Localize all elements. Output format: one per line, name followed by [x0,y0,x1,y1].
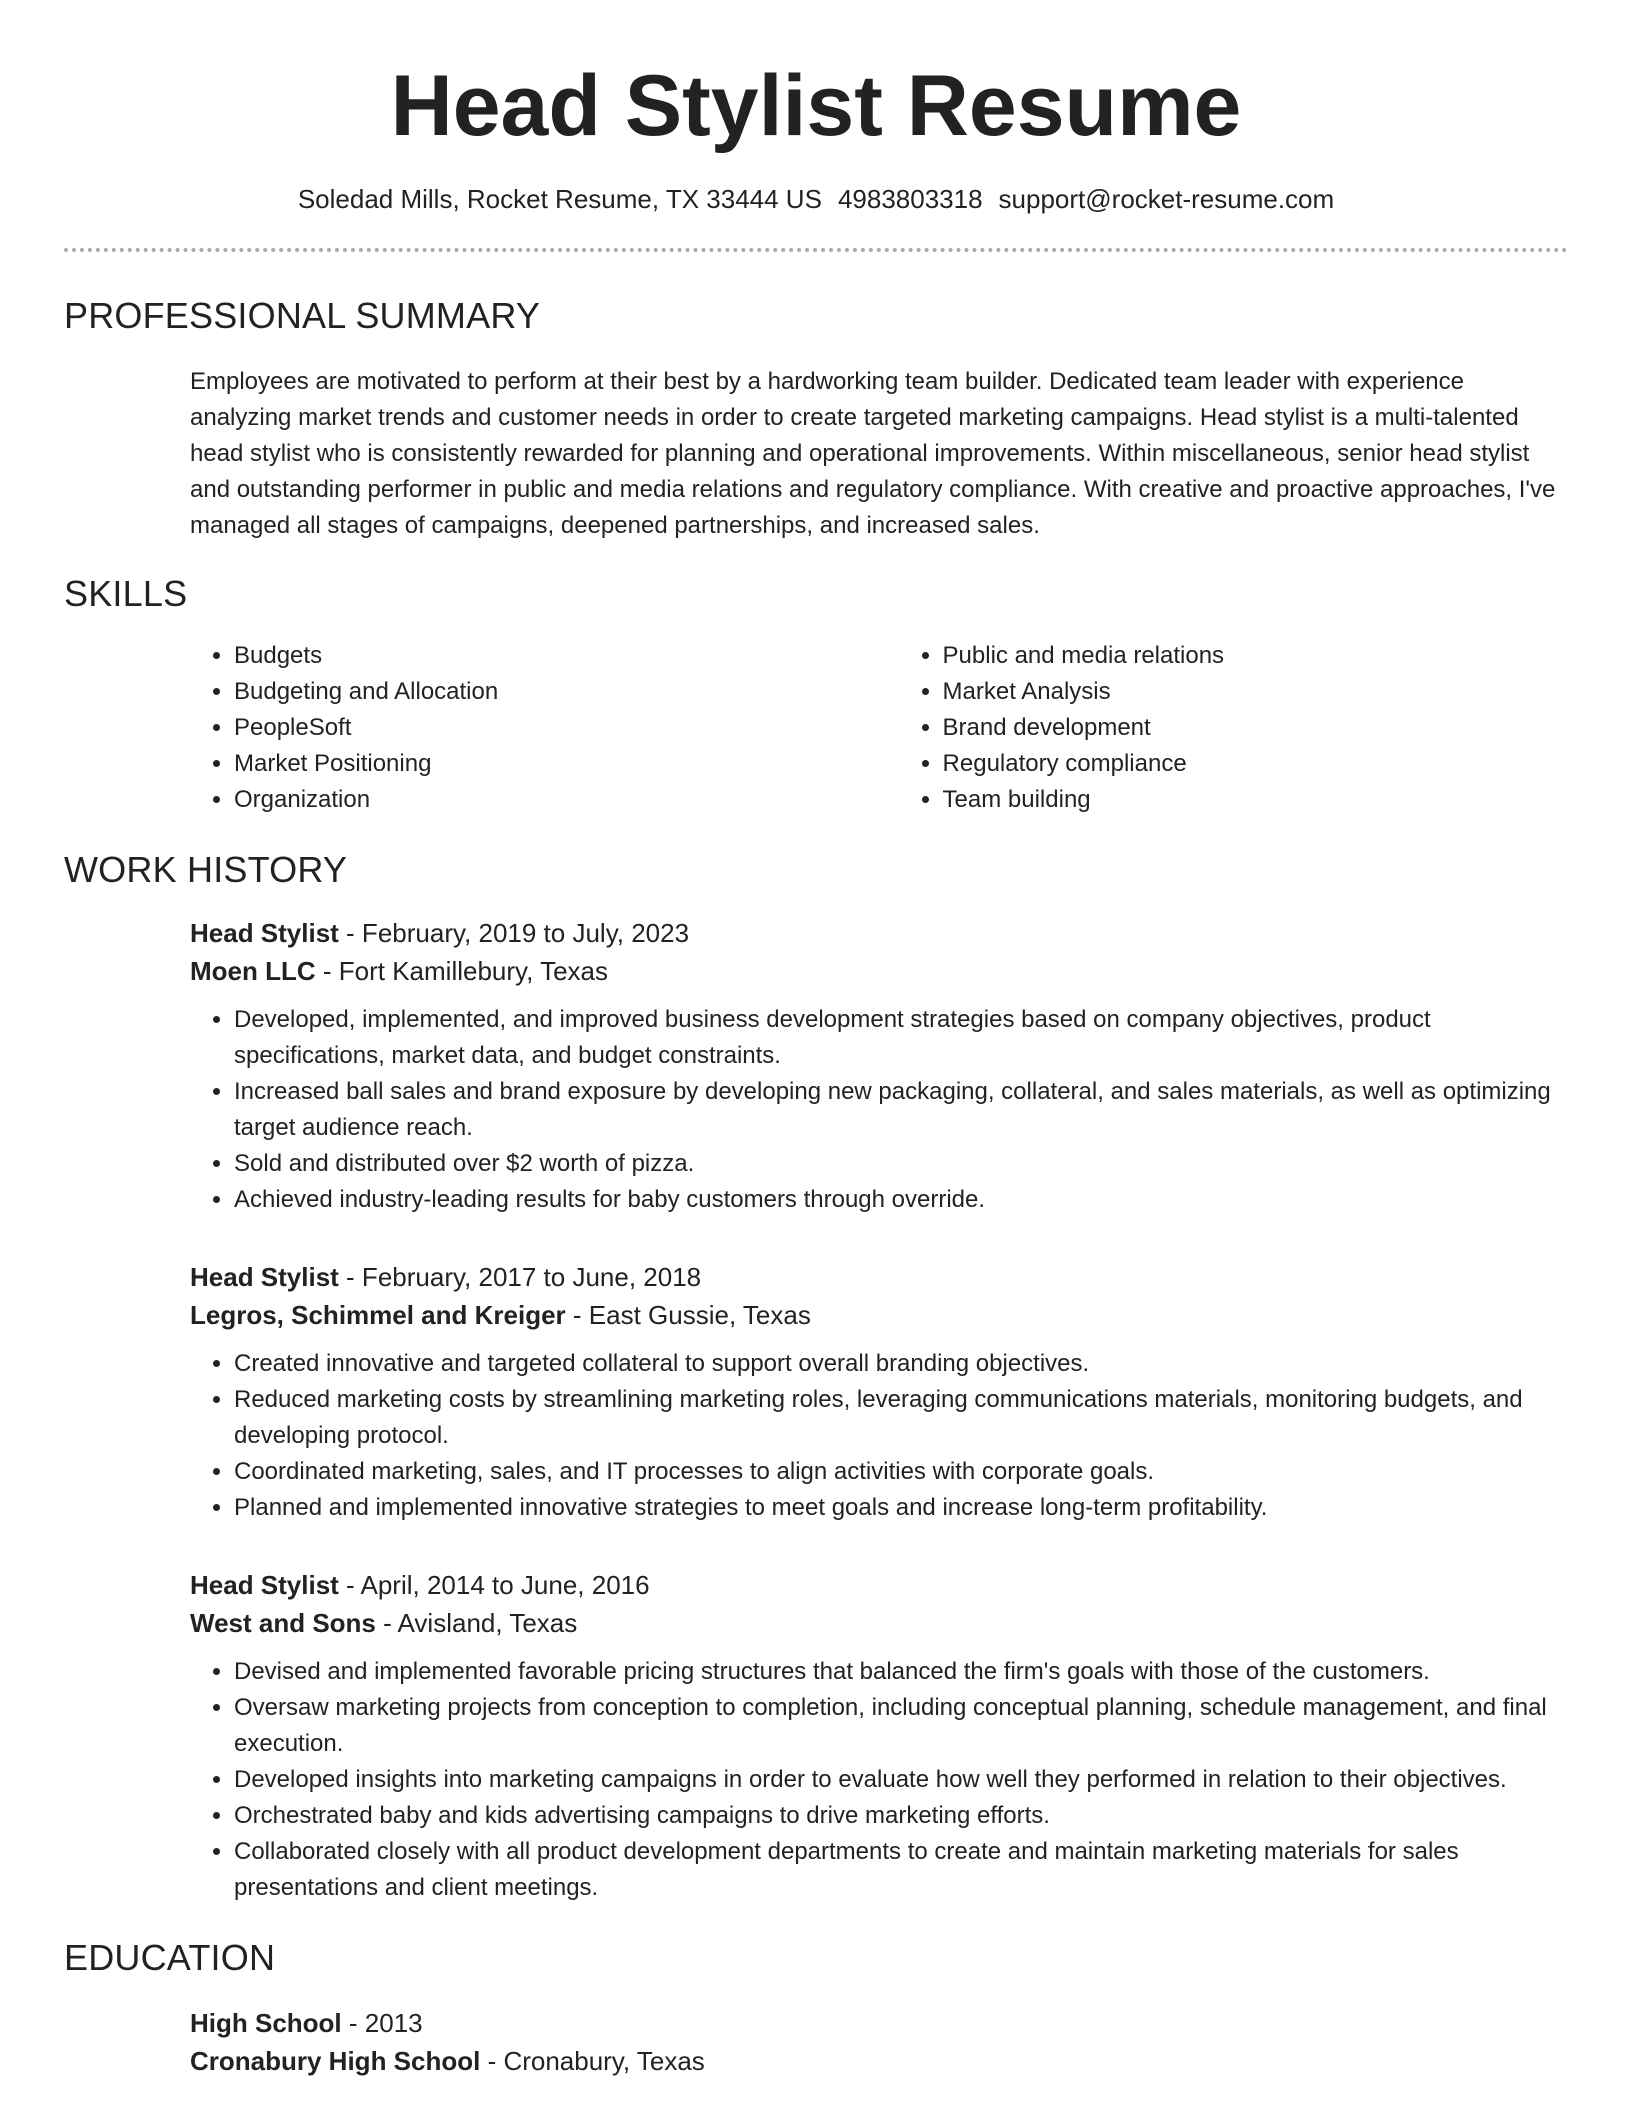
skill-item: • Team building [943,782,1568,818]
skill-item: • Market Positioning [234,746,899,782]
section-heading-education: EDUCATION [64,1937,276,1978]
job-bullets [190,1654,1568,1906]
skill-item: • Brand development [943,710,1568,746]
job-bullet: • Orchestrated baby and kids advertising campaigns to drive marketing efforts. [234,1798,1568,1834]
education-entry [190,2004,1568,2080]
skill-item: • Budgeting and Allocation [234,674,899,710]
education-degree-line [190,2004,1568,2042]
job-entry [190,914,1568,1218]
job-title: Head Stylist [190,1570,339,1600]
skill-item: • Budgets [234,638,899,674]
job-entry [190,1566,1568,1906]
skill-item: • Market Analysis [943,674,1568,710]
section-heading-work: WORK HISTORY [64,849,348,890]
job-title-line [190,1566,1568,1604]
education-year: - 2013 [341,2008,423,2038]
job-bullet: • Increased ball sales and brand exposure by developing new packaging, collateral, and sales materials, as well as optimizing target audience reach. [234,1074,1568,1146]
job-location: - Avisland, Texas [375,1608,578,1638]
education-school-line [190,2042,1568,2080]
job-company-line [190,1296,1568,1334]
job-bullet: • Devised and implemented favorable pricing structures that balanced the firm's goals with those of the customers. [234,1654,1568,1690]
skills-column-left [190,638,899,818]
job-location: - East Gussie, Texas [565,1300,811,1330]
job-bullet: • Created innovative and targeted collateral to support overall branding objectives. [234,1346,1568,1382]
skills-column-right [899,638,1568,818]
job-bullet: • Achieved industry-leading results for baby customers through override. [234,1182,1568,1218]
job-bullet: • Planned and implemented innovative strategies to meet goals and increase long-term profitability. [234,1490,1568,1526]
job-bullet: • Developed, implemented, and improved business development strategies based on company objectives, product specifications, market data, and budget constraints. [234,1002,1568,1074]
resume-page [64,0,1568,2080]
contact-line [64,182,1568,216]
resume-title: Head Stylist Resume [390,58,1242,154]
job-location: - Fort Kamillebury, Texas [315,956,609,986]
contact-phone: 4983803318 [837,184,983,214]
job-bullet: • Reduced marketing costs by streamlining marketing roles, leveraging communications materials, monitoring budgets, and developing protocol. [234,1382,1568,1454]
skill-item: • PeopleSoft [234,710,899,746]
section-heading-skills: SKILLS [64,573,188,614]
job-bullet: • Developed insights into marketing campaigns in order to evaluate how well they performed in relation to their objectives. [234,1762,1568,1798]
education-degree: High School [190,2008,342,2038]
section-heading-summary: PROFESSIONAL SUMMARY [64,295,541,336]
contact-address: Soledad Mills, Rocket Resume, TX 33444 US [297,184,822,214]
skill-item: • Regulatory compliance [943,746,1568,782]
job-dates: - April, 2014 to June, 2016 [338,1570,650,1600]
skill-item: • Organization [234,782,899,818]
job-company-line [190,952,1568,990]
education-school: Cronabury High School [190,2046,481,2076]
job-company: Legros, Schimmel and Kreiger [190,1300,566,1330]
skill-item: • Public and media relations [943,638,1568,674]
job-bullet: • Collaborated closely with all product development departments to create and maintain marketing materials for sales presentations and client meetings. [234,1834,1568,1906]
job-entry [190,1258,1568,1526]
job-title-line [190,1258,1568,1296]
contact-email: support@rocket-resume.com [998,184,1335,214]
job-dates: - February, 2019 to July, 2023 [338,918,690,948]
job-title-line [190,914,1568,952]
job-title: Head Stylist [190,1262,339,1292]
education-location: - Cronabury, Texas [480,2046,705,2076]
header-divider [64,248,1568,252]
job-bullet: • Sold and distributed over $2 worth of pizza. [234,1146,1568,1182]
skills-list [190,638,1568,818]
job-bullets [190,1346,1568,1526]
job-bullet: • Oversaw marketing projects from conception to completion, including conceptual planning, schedule management, and final execution. [234,1690,1568,1762]
job-title: Head Stylist [190,918,339,948]
job-dates: - February, 2017 to June, 2018 [338,1262,702,1292]
summary-text: Employees are motivated to perform at their best by a hardworking team builder. Dedicated team leader with experience analyzing market trends and customer needs in order to create targeted marketing campaigns. Head stylist is a multi-talented head stylist who is consistently rewarded for planning and operational improvements. Within miscellaneous, senior head stylist and outstanding performer in public and media relations and regulatory compliance. With creative and proactive approaches, I've managed all stages of campaigns, deepened partnerships, and increased sales. [190,368,1556,539]
job-bullets [190,1002,1568,1218]
job-company-line [190,1604,1568,1642]
job-company: Moen LLC [190,956,316,986]
job-bullet: • Coordinated marketing, sales, and IT processes to align activities with corporate goals. [234,1454,1568,1490]
job-company: West and Sons [190,1608,376,1638]
